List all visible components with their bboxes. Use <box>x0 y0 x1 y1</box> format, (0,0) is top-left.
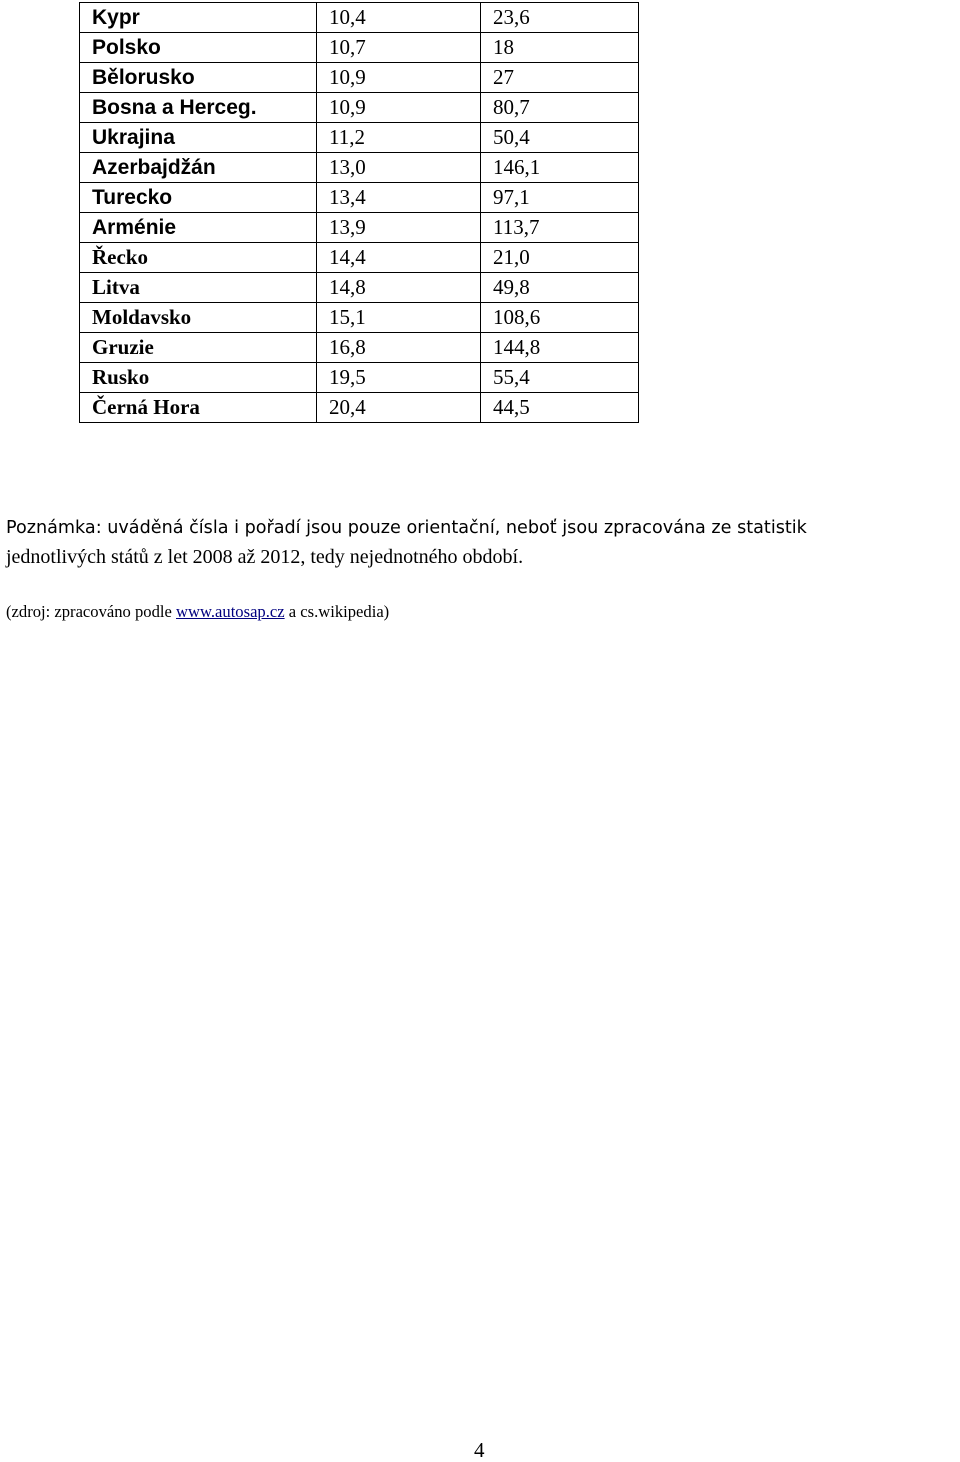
value1-cell: 13,0 <box>317 153 481 183</box>
value1-cell: 20,4 <box>317 393 481 423</box>
table-row <box>80 93 639 123</box>
value1-cell: 13,9 <box>317 213 481 243</box>
table-row <box>80 33 639 63</box>
value2-cell: 55,4 <box>481 363 639 393</box>
country-cell: Rusko <box>80 363 317 393</box>
value2-cell: 80,7 <box>481 93 639 123</box>
value2-cell: 27 <box>481 63 639 93</box>
country-cell: Azerbajdžán <box>80 153 317 183</box>
note-line-2: jednotlivých států z let 2008 až 2012, tedy nejednotného období. <box>6 546 524 568</box>
value1-cell: 14,4 <box>317 243 481 273</box>
value2-cell: 50,4 <box>481 123 639 153</box>
value1-cell: 16,8 <box>317 333 481 363</box>
value1-cell: 14,8 <box>317 273 481 303</box>
country-cell: Moldavsko <box>80 303 317 333</box>
country-cell: Bělorusko <box>80 63 317 93</box>
value2-cell: 44,5 <box>481 393 639 423</box>
value1-cell: 10,4 <box>317 3 481 33</box>
country-cell: Polsko <box>80 33 317 63</box>
table-row <box>80 153 639 183</box>
country-cell: Bosna a Herceg. <box>80 93 317 123</box>
value1-cell: 11,2 <box>317 123 481 153</box>
table-row <box>80 243 639 273</box>
data-table <box>79 2 639 423</box>
country-cell: Gruzie <box>80 333 317 363</box>
value1-cell: 15,1 <box>317 303 481 333</box>
value2-cell: 18 <box>481 33 639 63</box>
country-cell: Černá Hora <box>80 393 317 423</box>
table-row <box>80 393 639 423</box>
value2-cell: 144,8 <box>481 333 639 363</box>
note-line-1: Poznámka: uváděná čísla i pořadí jsou pouze orientační, neboť jsou zpracována ze statistik <box>6 518 807 538</box>
country-cell: Turecko <box>80 183 317 213</box>
country-cell: Ukrajina <box>80 123 317 153</box>
table-row <box>80 3 639 33</box>
country-cell: Litva <box>80 273 317 303</box>
value1-cell: 10,9 <box>317 93 481 123</box>
country-cell: Arménie <box>80 213 317 243</box>
value2-cell: 97,1 <box>481 183 639 213</box>
table-row <box>80 63 639 93</box>
page-number: 4 <box>474 1438 485 1462</box>
source-link[interactable]: www.autosap.cz <box>176 602 285 621</box>
value2-cell: 146,1 <box>481 153 639 183</box>
table-row <box>80 363 639 393</box>
country-cell: Kypr <box>80 3 317 33</box>
table-row <box>80 183 639 213</box>
table-row <box>80 303 639 333</box>
source-suffix: a cs.wikipedia) <box>284 602 390 621</box>
value2-cell: 49,8 <box>481 273 639 303</box>
value1-cell: 10,7 <box>317 33 481 63</box>
source-citation <box>6 601 389 623</box>
value2-cell: 21,0 <box>481 243 639 273</box>
value2-cell: 23,6 <box>481 3 639 33</box>
source-prefix: (zdroj: zpracováno podle <box>6 602 177 621</box>
table-row <box>80 123 639 153</box>
country-cell: Řecko <box>80 243 317 273</box>
value1-cell: 13,4 <box>317 183 481 213</box>
value1-cell: 10,9 <box>317 63 481 93</box>
table-row <box>80 213 639 243</box>
table-row <box>80 333 639 363</box>
value2-cell: 108,6 <box>481 303 639 333</box>
value1-cell: 19,5 <box>317 363 481 393</box>
table-row <box>80 273 639 303</box>
table-body <box>80 3 639 423</box>
value2-cell: 113,7 <box>481 213 639 243</box>
